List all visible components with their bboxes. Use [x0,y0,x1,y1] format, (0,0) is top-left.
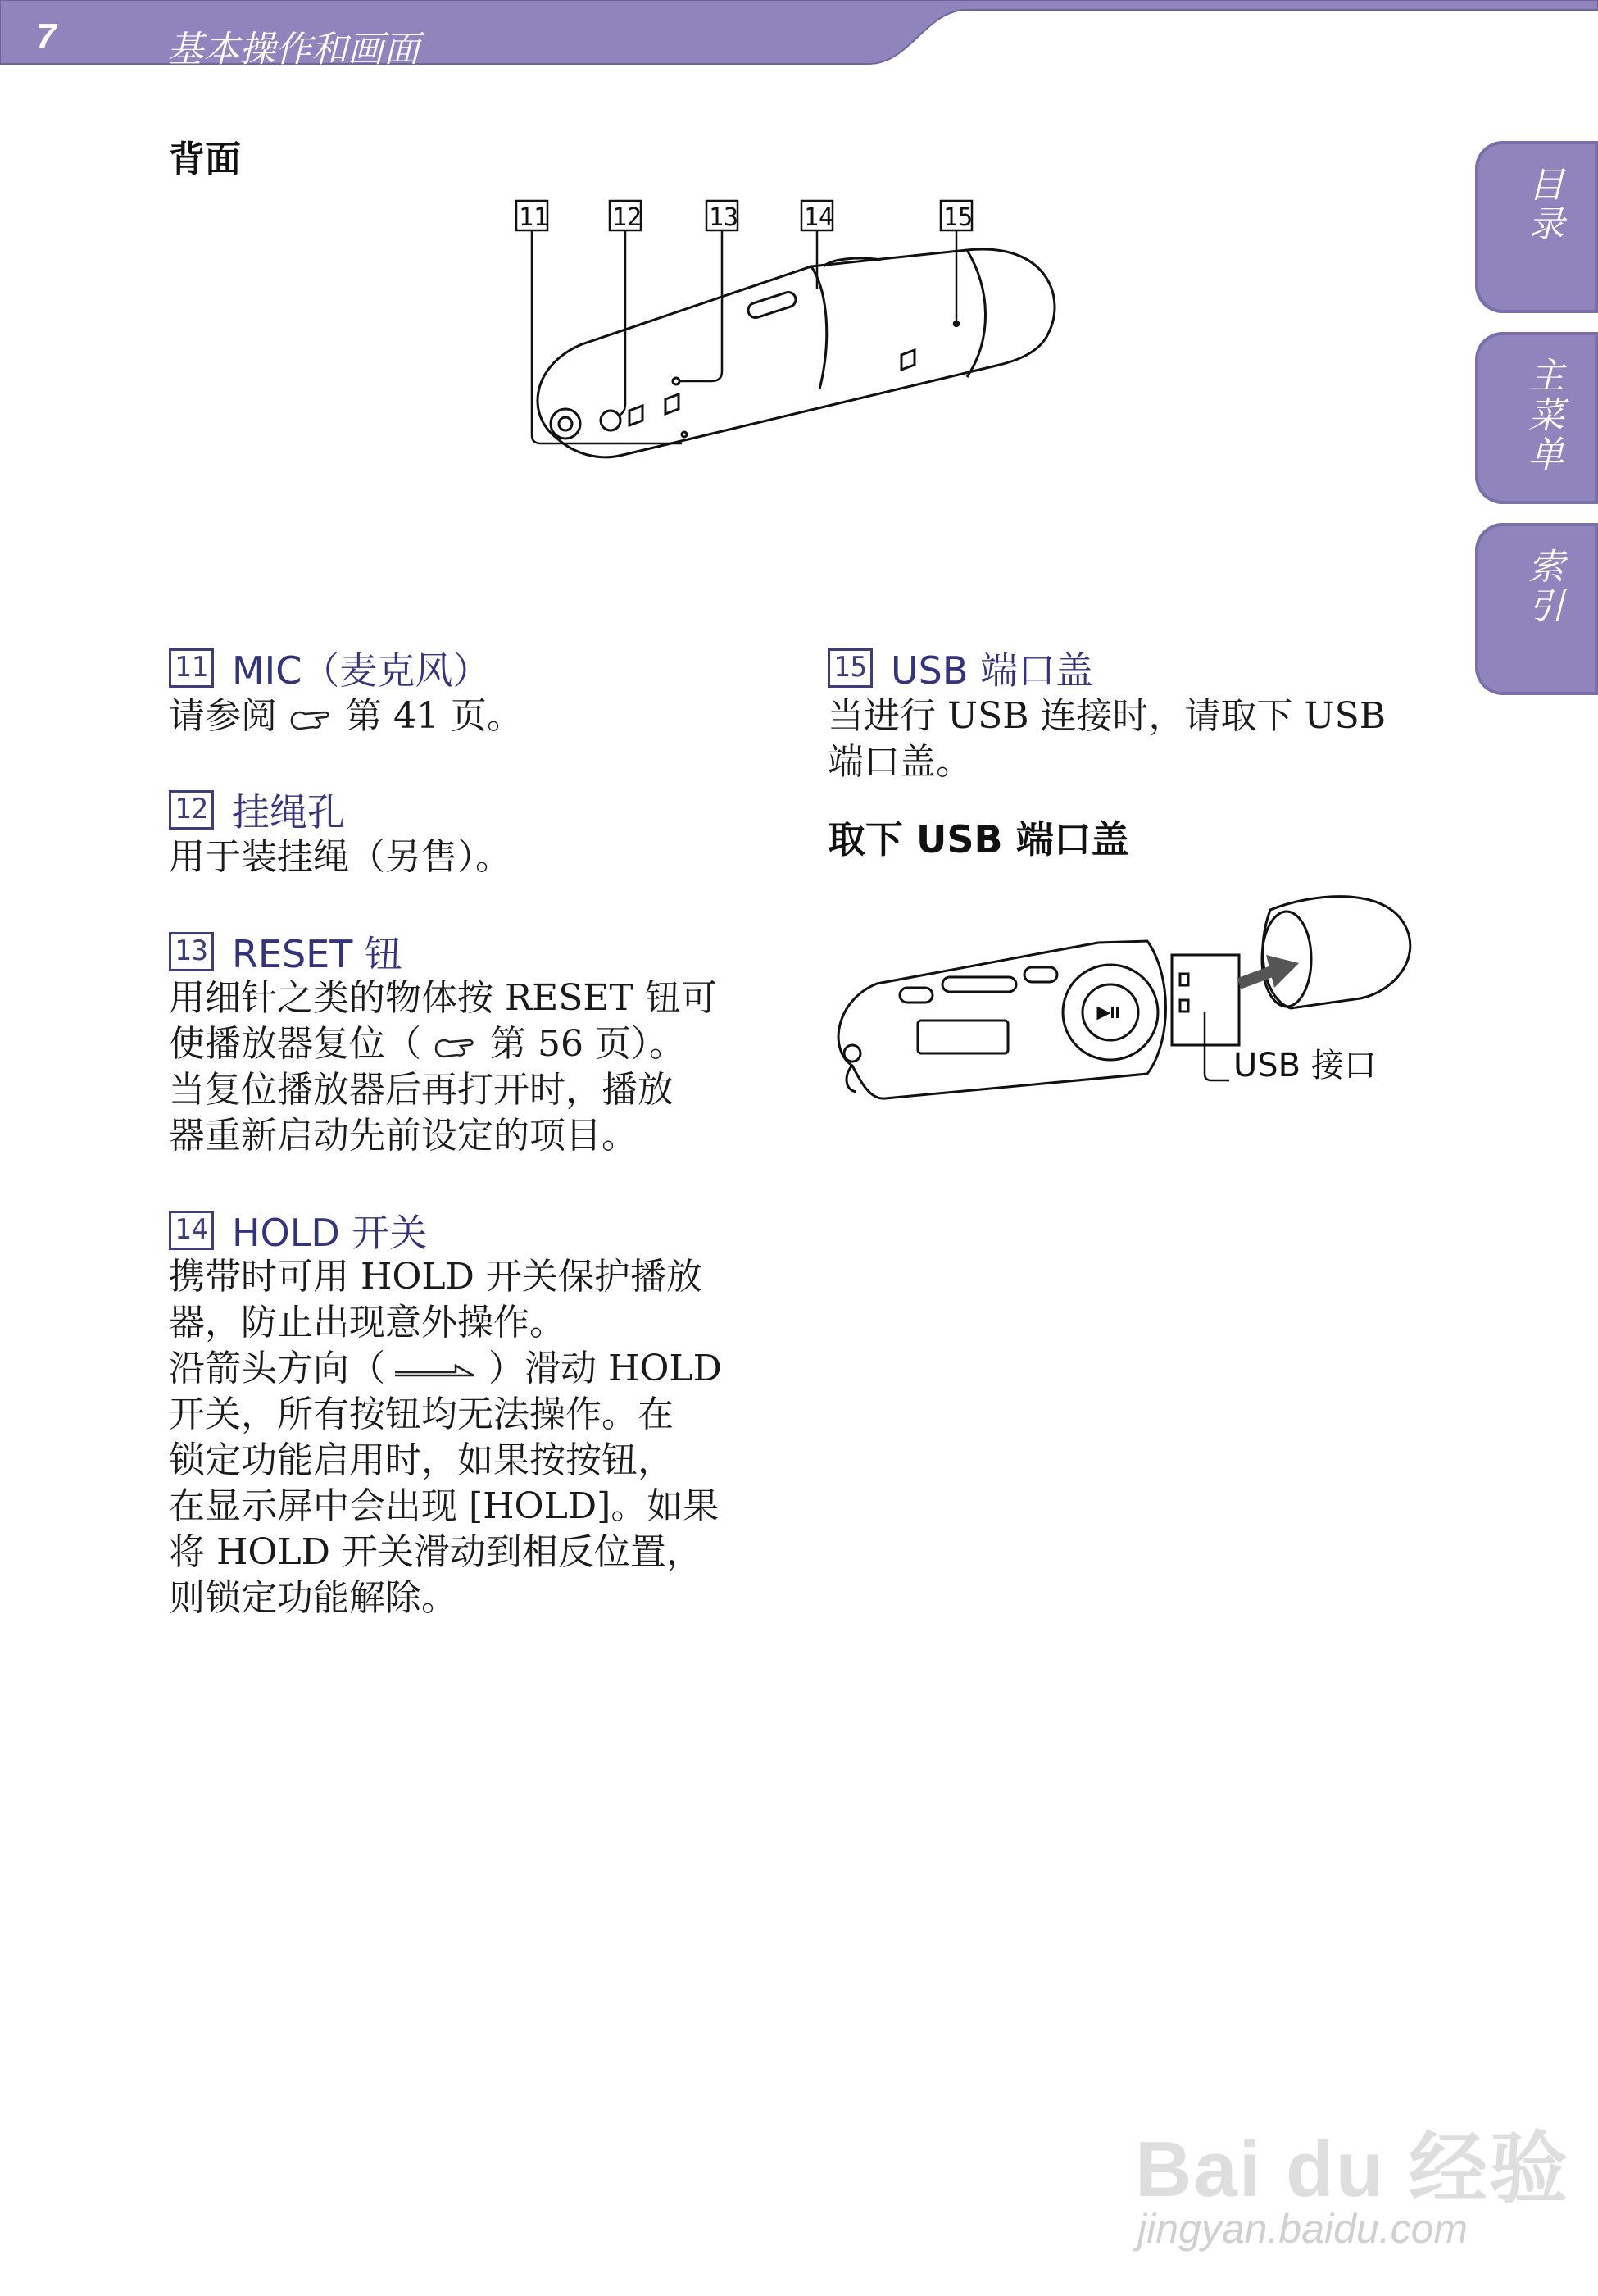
item-14-title: HOLD 开关 [231,1211,428,1255]
player-front-outline [838,941,1239,1098]
page-number: 7 [36,16,57,57]
item-12-body: 用于装挂绳（另售）。 [169,836,511,878]
tab-index-label: 索引 [1522,548,1564,626]
baidu-watermark-url: jingyan.baidu.com [1137,2206,1469,2252]
item-12-heading [169,783,345,837]
header-bar [0,0,1598,70]
callout-15: 15 [943,203,974,232]
item-13-heading [169,925,402,979]
item-15-heading [828,641,1093,695]
remove-cover-title: 取下 USB 端口盖 [828,817,1129,862]
item-12-number: 12 [169,790,214,830]
usb-cover-figure [819,877,1426,1126]
control-wheel [1063,965,1158,1060]
item-12-title: 挂绳孔 [231,790,345,834]
usb-cover-outline [1262,897,1410,1008]
item-13-line-3: 当复位播放器后再打开时，播放 [169,1069,674,1111]
item-14-body [169,1254,722,1621]
tab-index[interactable] [1475,523,1598,695]
item-15-number: 15 [828,648,873,688]
item-14-number: 14 [169,1211,214,1250]
player-back-outline [538,249,1055,457]
item-15-line-2: 端口盖。 [828,741,972,783]
baidu-watermark-logo: Bai du 经验 [1135,2126,1570,2213]
tab-main-menu-label: 主菜单 [1522,357,1564,475]
item-13-line-1: 用细针之类的物体按 RESET 钮可 [169,977,717,1019]
header-title: 基本操作和画面 [167,29,420,70]
hand-pointer-icon [433,1032,479,1062]
item-11-line-1: 请参阅 [169,695,277,737]
tab-contents[interactable] [1475,141,1598,313]
item-11-body [169,693,523,739]
item-11-title: MIC（麦克风） [231,648,491,693]
item-13-line-4: 器重新启动先前设定的项目。 [169,1115,638,1157]
item-14-line-1: 携带时可用 HOLD 开关保护播放 [169,1256,702,1298]
section-title: 背面 [169,139,241,180]
item-13-title: RESET 钮 [231,932,402,976]
item-11-line-2: 第 41 页。 [346,695,523,737]
usb-connector-label: USB 接口 [1233,1047,1377,1084]
item-14-line-4: 开关，所有按钮均无法操作。在 [169,1394,674,1435]
item-14-line-2: 器，防止出现意外操作。 [169,1302,565,1344]
item-14-line-3: 沿箭头方向（ ）滑动 HOLD [169,1348,722,1389]
back-view-figure [508,193,1082,491]
item-14-line-8: 则锁定功能解除。 [169,1577,457,1619]
callout-11: 11 [519,203,549,232]
item-14-line-7: 将 HOLD 开关滑动到相反位置， [169,1531,702,1573]
tab-contents-label: 目录 [1522,166,1564,244]
slide-arrow-icon [392,1359,482,1384]
item-15-line-1: 当进行 USB 连接时，请取下 USB [828,695,1387,737]
tab-main-menu[interactable] [1475,332,1598,504]
callout-13: 13 [709,203,739,232]
item-13-body [169,975,717,1159]
item-11-number: 11 [169,648,214,688]
item-14-line-5: 锁定功能启用时，如果按按钮， [169,1439,674,1481]
item-13-line-2: 使播放器复位（ 第 56 页）。 [169,1023,685,1065]
callout-14: 14 [804,203,834,232]
hand-pointer-icon [288,704,334,734]
item-14-heading [169,1203,427,1257]
item-15-body [828,693,1386,785]
item-13-number: 13 [169,932,214,971]
item-11-heading [169,641,490,695]
item-14-line-6: 在显示屏中会出现 [HOLD]。如果 [169,1485,720,1527]
callout-12: 12 [612,203,642,232]
item-15-title: USB 端口盖 [890,648,1094,693]
